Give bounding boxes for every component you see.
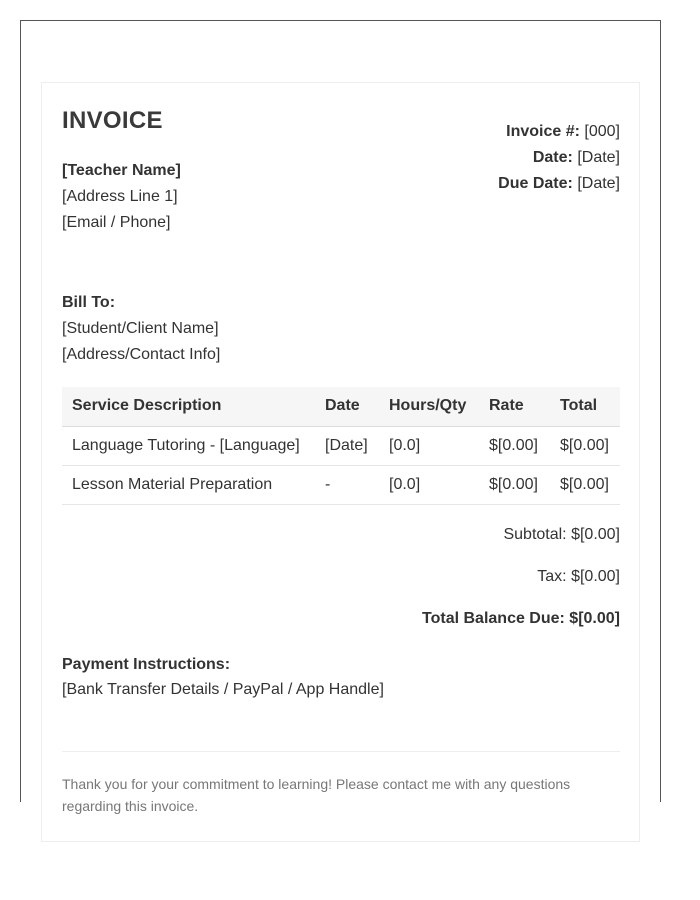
balance-due-line: Total Balance Due: $[0.00]: [422, 610, 620, 627]
invoice-due-date-value: [Date]: [577, 175, 620, 192]
invoice-title: INVOICE: [62, 107, 163, 134]
cell-description: Language Tutoring - [Language]: [62, 426, 315, 465]
payment-label: Payment Instructions:: [62, 656, 231, 673]
sender-block: [62, 158, 181, 236]
invoice-due-date-line: [498, 171, 620, 197]
page-frame: [20, 20, 661, 814]
sender-name: [Teacher Name]: [62, 162, 181, 179]
cell-hours: [0.0]: [379, 465, 479, 504]
footer-divider: [62, 751, 620, 752]
invoice-number-label: Invoice #:: [506, 123, 580, 140]
invoice-date-value: [Date]: [577, 149, 620, 166]
invoice-date-line: [498, 145, 620, 171]
sender-contact: [Email / Phone]: [62, 214, 171, 231]
bill-to-name: [Student/Client Name]: [62, 320, 219, 337]
cell-description: Lesson Material Preparation: [62, 465, 315, 504]
payment-details: [Bank Transfer Details / PayPal / App Handle]: [62, 681, 384, 698]
invoice-due-date-label: Due Date:: [498, 175, 573, 192]
column-header-date: Date: [315, 387, 379, 426]
invoice-number-value: [000]: [584, 123, 620, 140]
invoice-number-line: [498, 119, 620, 145]
cell-rate: $[0.00]: [479, 426, 550, 465]
column-header-hours: Hours/Qty: [379, 387, 479, 426]
sender-address: [Address Line 1]: [62, 188, 178, 205]
payment-instructions: [62, 652, 384, 702]
table-header-row: [62, 387, 620, 426]
cell-date: -: [315, 465, 379, 504]
cell-total: $[0.00]: [550, 465, 620, 504]
cell-hours: [0.0]: [379, 426, 479, 465]
invoice-sheet: [41, 82, 640, 842]
bill-to-label: Bill To:: [62, 294, 116, 311]
tax-line: Tax: $[0.00]: [537, 568, 620, 585]
column-header-total: Total: [550, 387, 620, 426]
cell-date: [Date]: [315, 426, 379, 465]
column-header-description: Service Description: [62, 387, 315, 426]
cell-rate: $[0.00]: [479, 465, 550, 504]
cell-total: $[0.00]: [550, 426, 620, 465]
subtotal-line: Subtotal: $[0.00]: [503, 526, 620, 543]
column-header-rate: Rate: [479, 387, 550, 426]
table-row: [62, 465, 620, 504]
line-items-table: [62, 387, 620, 505]
invoice-meta: [498, 119, 620, 197]
bill-to-info: [Address/Contact Info]: [62, 346, 221, 363]
invoice-date-label: Date:: [532, 149, 573, 166]
footer-note: Thank you for your commitment to learning! Please contact me with any questions regarding this invoice.: [62, 776, 571, 814]
table-row: [62, 426, 620, 465]
totals-block: [422, 526, 620, 652]
bill-to-block: [62, 290, 220, 368]
